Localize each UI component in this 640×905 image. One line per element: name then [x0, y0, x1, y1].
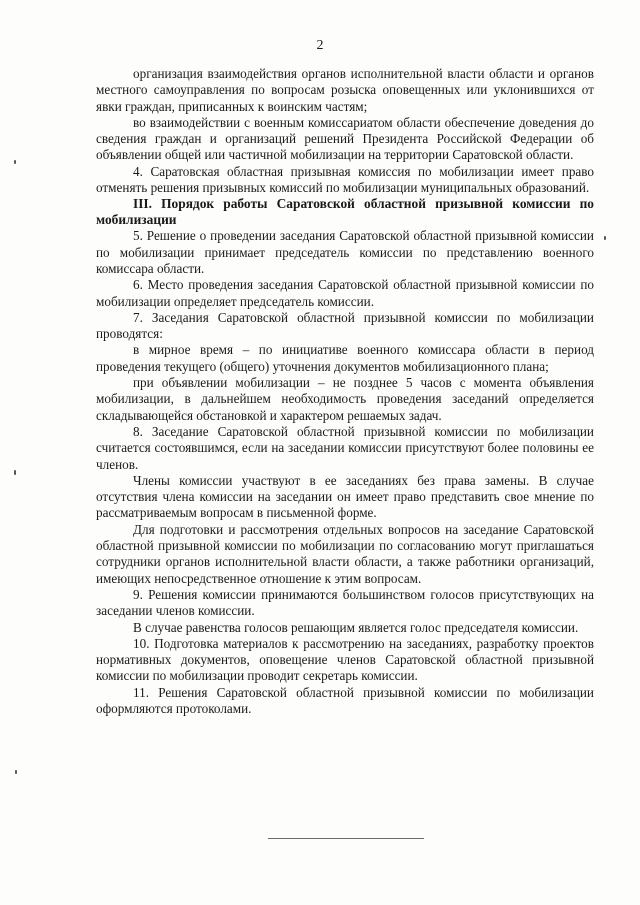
paragraph: 5. Решение о проведении заседания Саратовской областной призывной комиссии по мобилизации принимает председатель комиссии по представлению военного комиссара области.: [96, 228, 594, 276]
section-heading: III. Порядок работы Саратовской областной призывной комиссии по мобилизации: [96, 196, 594, 228]
paragraph: при объявлении мобилизации – не позднее 5 часов с момента объявления мобилизации, в дальнейшем необходимость проведения заседаний определяется складывающейся обстановкой и характером решаемых задач.: [96, 375, 594, 423]
paragraph: Для подготовки и рассмотрения отдельных вопросов на заседание Саратовской областной призывной комиссии по мобилизации по согласованию могут приглашаться сотрудники органов исполнительной власти области, а также работники организаций, имеющих непосредственное отношение к этим вопросам.: [96, 521, 594, 586]
paragraph: В случае равенства голосов решающим является голос председателя комиссии.: [133, 619, 579, 635]
page-number: 2: [316, 38, 324, 53]
paragraph: во взаимодействии с военным комиссариатом области обеспечение доведения до сведения граждан и организаций решений Президента Российской Федерации об объявлении общей или частичной мобилизации на территории Саратовской области.: [96, 114, 594, 163]
paragraph: организация взаимодействия органов исполнительной власти области и органов местного самоуправления по вопросам розыска оповещенных или уклонившихся от явки граждан, приписанных к воинским частям;: [96, 66, 594, 114]
paragraph: Члены комиссии участвуют в ее заседаниях без права замены. В случае отсутствия члена комиссии на заседании он имеет право представить свое мнение по рассматриваемым вопросам в письменной форме.: [96, 472, 594, 521]
paragraph: 4. Саратовская областная призывная комиссия по мобилизации имеет право отменять решения призывных комиссий по мобилизации муниципальных образований.: [96, 163, 594, 196]
scan-speck: [14, 470, 16, 475]
scan-speck: [604, 236, 606, 240]
footer-divider: [268, 838, 424, 839]
paragraph: 6. Место проведения заседания Саратовской областной призывной комиссии по мобилизации определяет председатель комиссии.: [96, 277, 594, 309]
scan-speck: [15, 770, 17, 774]
paragraph: 7. Заседания Саратовской областной призывной комиссии по мобилизации проводятся:: [96, 309, 594, 342]
paragraph: 11. Решения Саратовской областной призывной комиссии по мобилизации оформляются протоколами.: [96, 684, 594, 716]
paragraph: в мирное время – по инициативе военного комиссара области в период проведения текущего (общего) уточнения документов мобилизационного плана;: [96, 342, 594, 374]
paragraph: 9. Решения комиссии принимаются большинством голосов присутствующих на заседании членов комиссии.: [96, 586, 594, 619]
scan-speck: [14, 160, 16, 164]
paragraph: 10. Подготовка материалов к рассмотрению на заседаниях, разработку проектов нормативных документов, оповещение членов Саратовской областной призывной комиссии по мобилизации проводит секретарь комиссии.: [96, 635, 594, 684]
paragraph: 8. Заседание Саратовской областной призывной комиссии по мобилизации считается состоявшимся, если на заседании комиссии присутствуют более половины ее членов.: [96, 423, 594, 472]
document-body: [96, 66, 594, 717]
